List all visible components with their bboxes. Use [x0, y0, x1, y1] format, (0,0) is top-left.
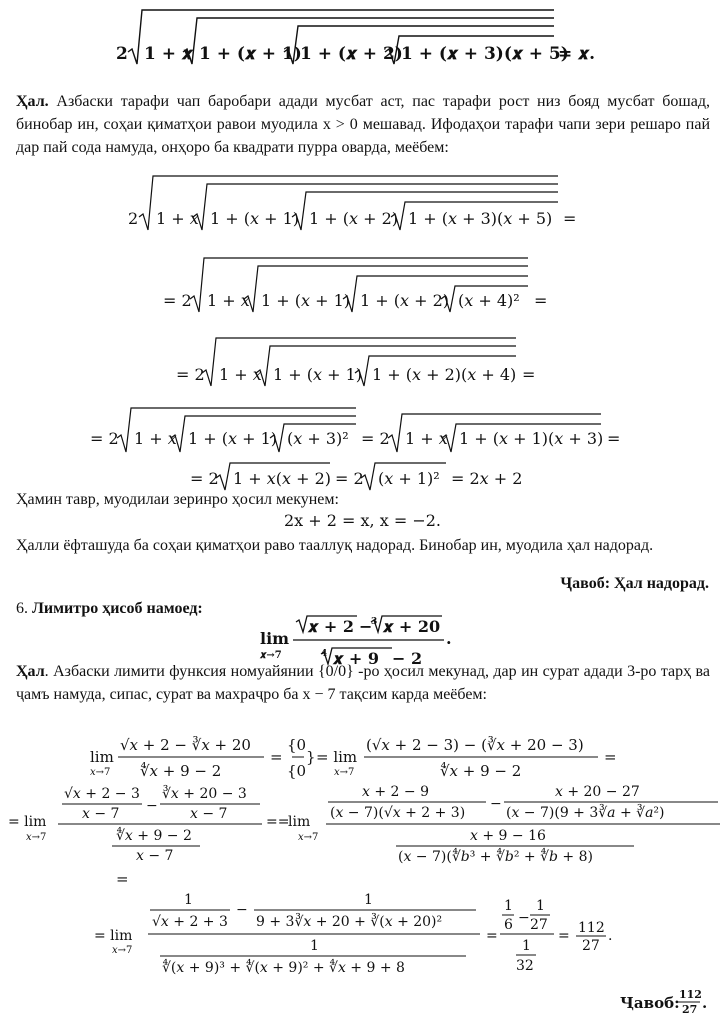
svg-text:=: =	[486, 928, 498, 944]
equation-limit-step-2	[0, 780, 725, 870]
svg-text:= 2: = 2	[335, 469, 364, 488]
svg-text:1 + (𝒙 + 𝟐): 1 + (𝒙 + 𝟐)	[300, 44, 403, 64]
svg-text:2: 2	[128, 209, 139, 228]
svg-text:1: 1	[522, 938, 531, 954]
equation-step-1-svg	[0, 172, 725, 236]
svg-text:∜𝑥 + 9 − 2: ∜𝑥 + 9 − 2	[440, 762, 522, 780]
svg-text:= 𝒙.: = 𝒙.	[558, 44, 596, 64]
task-title: Лимитро ҳисоб намоед:	[32, 600, 203, 617]
svg-text:1: 1	[364, 892, 373, 908]
svg-text:−: −	[146, 798, 158, 814]
svg-text:1 + 𝑥: 1 + 𝑥	[156, 209, 199, 228]
svg-text:1 + (𝒙 + 𝟏): 1 + (𝒙 + 𝟏)	[199, 44, 302, 64]
equation-step-2	[0, 254, 725, 318]
equation-step-2-svg	[0, 254, 725, 318]
svg-text:=: =	[534, 291, 548, 310]
svg-text:=: =	[270, 748, 283, 766]
svg-text:𝑥→7: 𝑥→7	[334, 767, 355, 778]
svg-text:−: −	[518, 910, 530, 926]
svg-text:√𝑥 + 2 + 3: √𝑥 + 2 + 3	[152, 914, 228, 930]
svg-text:𝑥 − 7: 𝑥 − 7	[190, 806, 228, 822]
svg-text:4: 4	[321, 649, 328, 659]
svg-text:6: 6	[504, 917, 513, 933]
svg-text:1 + (𝒙 + 𝟑)(𝒙 + 𝟓): 1 + (𝒙 + 𝟑)(𝒙 + 𝟓)	[401, 44, 569, 64]
svg-text:= 2: = 2	[163, 291, 192, 310]
svg-text:1: 1	[184, 892, 193, 908]
svg-text:=: =	[563, 209, 577, 228]
equation-result: 2x + 2 = x, x = −2.	[283, 511, 441, 530]
equation-step-3-svg	[0, 330, 725, 394]
svg-text:1 + (𝑥 + 1): 1 + (𝑥 + 1)	[261, 291, 351, 310]
svg-text:∜𝑥 + 9 − 2: ∜𝑥 + 9 − 2	[116, 828, 192, 844]
svg-text:1: 1	[310, 938, 319, 954]
svg-text:{0: {0	[287, 736, 307, 754]
svg-text:=: =	[607, 429, 621, 448]
svg-text:= 2: = 2	[90, 429, 119, 448]
solution-paragraph-2	[16, 660, 710, 706]
svg-text:(𝑥 − 7)(9 + 3∛𝑎 + ∛𝑎²): (𝑥 − 7)(9 + 3∛𝑎 + ∛𝑎²)	[506, 805, 665, 821]
svg-text:= 2𝑥 + 2: = 2𝑥 + 2	[451, 469, 523, 488]
svg-text:==: ==	[266, 814, 290, 830]
svg-text:9 + 3∛𝑥 + 20 + ∛(𝑥 + 20)²: 9 + 3∛𝑥 + 20 + ∛(𝑥 + 20)²	[256, 914, 443, 930]
equation-nested-radicals-svg	[0, 2, 725, 66]
svg-text:1 + (𝑥 + 2): 1 + (𝑥 + 2)	[360, 291, 450, 310]
svg-text:∜𝑥 + 9 − 2: ∜𝑥 + 9 − 2	[140, 762, 222, 780]
svg-text:= lim: = lim	[8, 814, 47, 830]
svg-text:= 2: = 2	[190, 469, 219, 488]
equation-equals-svg	[0, 868, 725, 890]
equation-limit-step-2-svg	[0, 780, 725, 870]
svg-text:1 + 𝑥: 1 + 𝑥	[219, 365, 262, 384]
svg-text:𝑥→7: 𝑥→7	[26, 832, 47, 843]
svg-text:−: −	[236, 902, 248, 918]
paragraph-conclusion: Ҳалли ёфташуда ба соҳаи қиматҳои раво тааллуқ надорад. Бинобар ин, муодила ҳал надорад.	[16, 537, 654, 554]
svg-text:(𝑥 + 4)²: (𝑥 + 4)²	[458, 291, 520, 310]
equals-symbol: =	[116, 870, 129, 888]
svg-text:𝒙→𝟕: 𝒙→𝟕	[260, 650, 282, 661]
svg-text:∜(𝑥 + 9)³ + ∜(𝑥 + 9)² + ∜𝑥: ∜(𝑥 + 9)³ + ∜(𝑥 + 9)² + ∜𝑥 + 9 + 8	[162, 960, 405, 976]
equation-step-1	[0, 172, 725, 236]
svg-text:1: 1	[504, 898, 513, 914]
svg-text:𝑥→7: 𝑥→7	[90, 767, 111, 778]
svg-text:3: 3	[371, 617, 378, 627]
svg-text:𝑥 + 20 − 27: 𝑥 + 20 − 27	[555, 784, 640, 800]
svg-text:𝑥→7: 𝑥→7	[298, 832, 319, 843]
svg-text:27: 27	[530, 917, 548, 933]
solution-text-2: . Азбаски лимити функсия номуайянии {0/0} -ро ҳосил мекунад, дар ин сурат адади 3-ро тарҳ ва ҷамъ намуда, сипас, сурат ва махраҷро ба x − 7 тақсим карда мeёбем:	[16, 663, 710, 703]
svg-text:.: .	[446, 629, 452, 648]
svg-text:= lim: = lim	[316, 748, 358, 766]
svg-text:1 + (𝑥 + 1)(𝑥 + 3): 1 + (𝑥 + 1)(𝑥 + 3)	[459, 429, 604, 448]
svg-text:𝑥→7: 𝑥→7	[112, 945, 133, 956]
svg-text:1 + (𝑥 + 3)(𝑥 + 5): 1 + (𝑥 + 3)(𝑥 + 5)	[408, 209, 553, 228]
svg-text:1 + 𝒙: 1 + 𝒙	[144, 44, 193, 64]
paragraph-hence: Ҳамин тавр, муодилаи зеринро ҳосил мекунем:	[16, 491, 339, 508]
svg-text:𝑥 + 2 − 9: 𝑥 + 2 − 9	[362, 784, 429, 800]
svg-text:2: 2	[116, 44, 128, 64]
svg-text:27: 27	[582, 938, 600, 954]
svg-text:lim: lim	[260, 629, 290, 648]
svg-text:{0: {0	[287, 762, 307, 780]
svg-text:= lim: = lim	[94, 928, 133, 944]
svg-text:∛𝑥 + 20 − 3: ∛𝑥 + 20 − 3	[162, 786, 247, 802]
svg-text:𝒙 + 𝟗: 𝒙 + 𝟗	[333, 649, 379, 668]
svg-text:lim: lim	[90, 748, 114, 766]
svg-text:112: 112	[578, 920, 605, 936]
answer-fraction-svg	[0, 982, 725, 1022]
svg-text:32: 32	[516, 958, 534, 974]
svg-text:112: 112	[679, 988, 702, 1001]
svg-text:=: =	[558, 928, 570, 944]
answer-fraction	[0, 982, 725, 1022]
svg-text:𝒙 + 𝟐: 𝒙 + 𝟐	[308, 617, 354, 636]
svg-text:√𝑥 + 2 − ∛𝑥 + 20: √𝑥 + 2 − ∛𝑥 + 20	[120, 736, 251, 754]
solution-paragraph-1	[16, 90, 710, 159]
svg-text:(𝑥 − 7)(∜𝑏³ + ∜𝑏² + ∜𝑏 + 8: (𝑥 − 7)(∜𝑏³ + ∜𝑏² + ∜𝑏 + 8)	[398, 849, 593, 865]
svg-text:− 𝟐: − 𝟐	[392, 649, 423, 668]
svg-text:}: }	[306, 748, 316, 766]
svg-text:𝒙 + 𝟐𝟎: 𝒙 + 𝟐𝟎	[383, 617, 441, 636]
svg-text:.: .	[608, 928, 613, 944]
solution-text-1: Азбаски тарафи чап баробари адади мусбат аст, пас тарафи рост низ бояд мусбат бошад, бинобар ин, соҳаи қиматҳои равои муодила x > 0 мешавад. Ифодаҳои тарафи чапи зери решаро пай дар пай сода намуда, онҳоро ба квадрати пурра оварда, мeёбем:	[16, 93, 710, 156]
solution-label-2: Ҳал	[16, 663, 45, 680]
svg-text:lim: lim	[288, 814, 311, 830]
svg-text:(𝑥 + 1)²: (𝑥 + 1)²	[378, 469, 440, 488]
svg-text:(𝑥 − 7)(√𝑥 + 2 + 3): (𝑥 − 7)(√𝑥 + 2 + 3)	[330, 805, 466, 821]
equation-step-4	[0, 400, 725, 464]
svg-text:=: =	[604, 748, 617, 766]
svg-text:1 + (𝑥 + 1): 1 + (𝑥 + 1)	[188, 429, 278, 448]
svg-text:27: 27	[682, 1003, 698, 1016]
solution-label: Ҳал.	[16, 93, 49, 110]
equation-step-4-svg	[0, 400, 725, 464]
svg-text:1: 1	[536, 898, 545, 914]
svg-text:1 + 𝑥(𝑥 + 2): 1 + 𝑥(𝑥 + 2)	[233, 469, 332, 488]
equation-limit-step-3-svg	[0, 890, 725, 980]
svg-text:1 + (𝑥 + 1): 1 + (𝑥 + 1)	[210, 209, 300, 228]
equation-nested-radicals	[0, 2, 725, 66]
svg-text:= 2: = 2	[361, 429, 390, 448]
svg-text:√𝑥 + 2 − 3: √𝑥 + 2 − 3	[64, 786, 140, 802]
svg-text:1 + 𝑥: 1 + 𝑥	[207, 291, 250, 310]
svg-text:1 + 𝑥: 1 + 𝑥	[134, 429, 177, 448]
svg-text:(𝑥 + 3)²: (𝑥 + 3)²	[287, 429, 349, 448]
svg-text:.: .	[702, 994, 708, 1012]
svg-text:1 + (𝑥 + 2): 1 + (𝑥 + 2)	[309, 209, 399, 228]
equation-equals-sign	[0, 868, 725, 890]
svg-text:1 + (𝑥 + 2)(𝑥 + 4): 1 + (𝑥 + 2)(𝑥 + 4)	[372, 365, 517, 384]
svg-text:= 2: = 2	[176, 365, 205, 384]
equation-step-3	[0, 330, 725, 394]
svg-text:𝑥 − 7: 𝑥 − 7	[82, 806, 120, 822]
answer-no-solution: Ҷавоб: Ҳал надорад.	[560, 575, 709, 592]
svg-text:=: =	[522, 365, 536, 384]
svg-text:𝑥 + 9 − 16: 𝑥 + 9 − 16	[470, 828, 546, 844]
equation-limit-step-3	[0, 890, 725, 980]
svg-text:−: −	[359, 617, 373, 636]
svg-text:Ҷавоб:: Ҷавоб:	[620, 994, 680, 1012]
svg-text:1 + (𝑥 + 1): 1 + (𝑥 + 1)	[273, 365, 363, 384]
svg-text:1 + 𝑥: 1 + 𝑥	[405, 429, 448, 448]
svg-text:(√𝑥 + 2 − 3) − (∛𝑥 + 20 − 3): (√𝑥 + 2 − 3) − (∛𝑥 + 20 − 3)	[366, 736, 584, 754]
task-number: 6.	[16, 600, 28, 617]
svg-text:𝑥 − 7: 𝑥 − 7	[136, 848, 174, 864]
svg-text:−: −	[490, 796, 502, 812]
